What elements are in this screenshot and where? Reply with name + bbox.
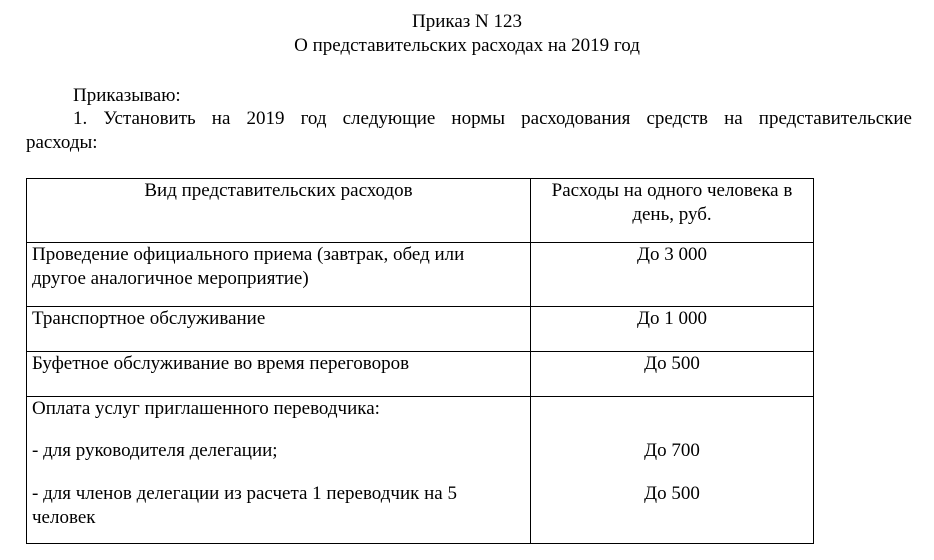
order-intro: Приказываю: — [73, 85, 181, 106]
interpreter-head-value: До 700 — [644, 440, 700, 461]
table-row — [27, 243, 814, 307]
header-cost-line-2: день, руб. — [632, 204, 712, 225]
interpreter-members-line-2: человек — [32, 507, 96, 528]
order-number: Приказ N 123 — [412, 11, 522, 32]
table-row — [27, 307, 814, 352]
header-expense-type — [27, 179, 531, 243]
table-row — [27, 397, 814, 544]
interpreter-members-value: До 500 — [644, 483, 700, 504]
expense-type-cell — [27, 243, 531, 307]
interpreter-head-of-delegation: - для руководителя делегации; — [32, 440, 278, 461]
table-row — [27, 352, 814, 397]
expense-type-cell: Транспортное обслуживание — [27, 307, 531, 352]
table-header-row — [27, 179, 814, 243]
header-cost-line-1: Расходы на одного человека в — [551, 180, 793, 201]
expense-type-line-2: другое аналогичное мероприятие) — [32, 268, 309, 289]
interpreter-members-line-1: - для членов делегации из расчета 1 переводчик на 5 — [32, 483, 457, 504]
order-subject: О представительских расходах на 2019 год — [294, 35, 640, 56]
expense-norms-table — [26, 178, 814, 544]
header-cost-per-person — [531, 179, 814, 243]
expense-value-cell: До 500 — [531, 352, 814, 397]
expense-value-cell — [531, 397, 814, 544]
expense-value-cell: До 3 000 — [531, 243, 814, 307]
interpreter-heading: Оплата услуг приглашенного переводчика: — [32, 398, 380, 419]
clause-1-line-2: расходы: — [26, 132, 98, 153]
expense-type-line-1: Проведение официального приема (завтрак, обед или — [32, 244, 465, 265]
clause-1-line-1: 1. Установить на 2019 год следующие нормы расходования средств на представительские — [73, 108, 912, 129]
header-expense-type-text: Вид представительских расходов — [144, 180, 413, 201]
expense-type-cell: Буфетное обслуживание во время переговоров — [27, 352, 531, 397]
expense-type-cell — [27, 397, 531, 544]
expense-value-cell: До 1 000 — [531, 307, 814, 352]
